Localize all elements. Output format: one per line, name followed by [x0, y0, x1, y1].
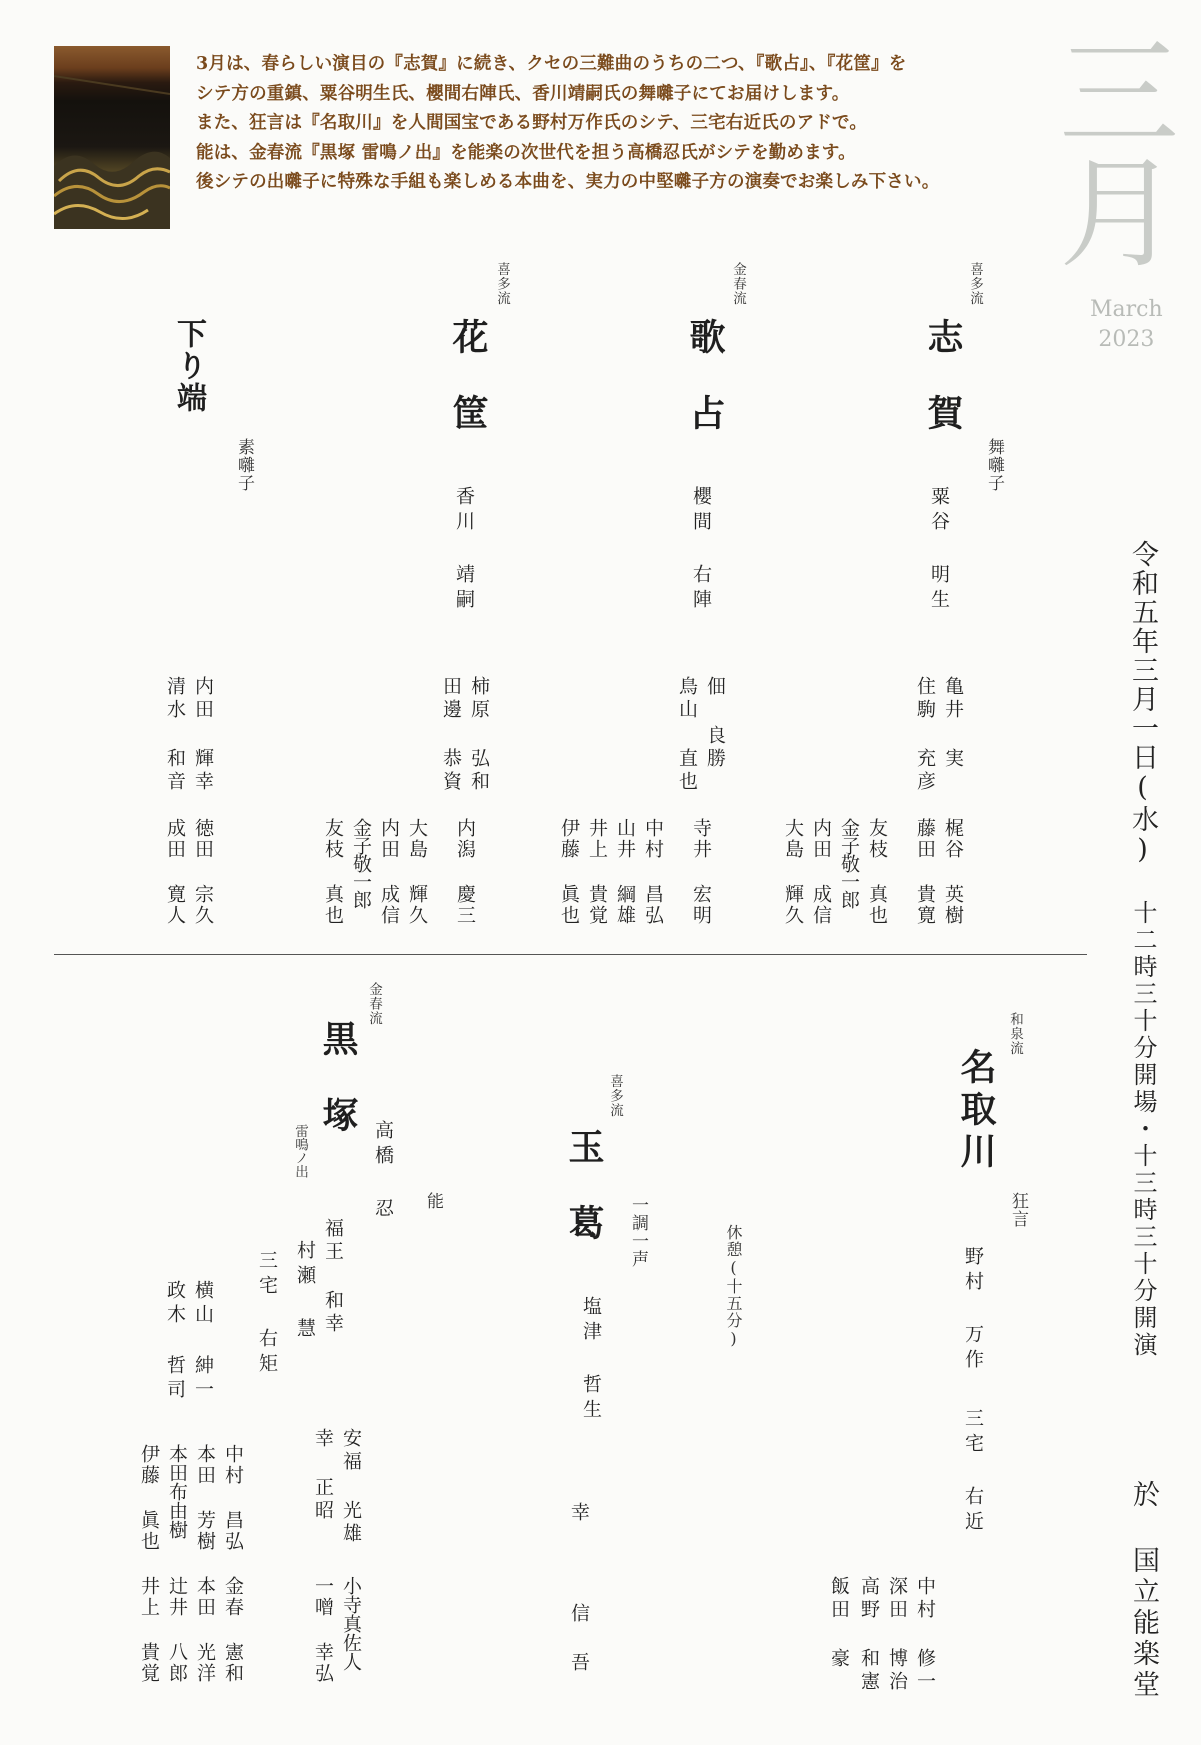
hayashi-utaura-5: 伊藤 眞也 [558, 818, 580, 926]
koken-kurozuka-1: 横山 紳一 [192, 1280, 214, 1403]
intro-line: 後シテの出囃子に特殊な手組も楽しめる本曲を、実力の中堅囃子方の演奏でお楽しみ下さい。 [196, 172, 940, 192]
waki-kurozuka-1: 福王 和幸 [322, 1218, 344, 1336]
shite-kurozuka: 高橋 忍 [372, 1120, 394, 1223]
school-utaura: 金春流 [730, 262, 746, 306]
ji-utaura-1: 佃 良勝 [704, 676, 726, 771]
label-noh: 能 [423, 1192, 443, 1210]
title-tamakazura: 玉葛 [563, 1128, 605, 1280]
hayashi-kurozuka-1: 安福 光雄 [340, 1428, 362, 1546]
hayashi-hanagatami-1: 内潟 慶三 [454, 818, 476, 926]
hayashi-natorigawa-3: 高野 和憲 [858, 1576, 880, 1694]
hayashi-sagariha-1: 徳田 宗久 [192, 818, 214, 926]
intro-text [196, 50, 939, 198]
hayashi-hanagatami-3: 内田 成信 [378, 818, 400, 926]
shite-shiga: 粟谷 明生 [928, 486, 950, 614]
hayashi-natorigawa-2: 深田 博治 [886, 1576, 908, 1694]
ai-kurozuka: 三宅 右矩 [256, 1250, 278, 1378]
ji-hanagatami-1: 柿原 弘和 [468, 676, 490, 794]
year: 2023 [1098, 327, 1155, 352]
school-kurozuka: 金春流 [366, 982, 382, 1026]
label-iccho-issei: 一調一声 [628, 1196, 648, 1268]
header-image [54, 46, 170, 229]
hayashi-shiga-1: 梶谷 英樹 [942, 818, 964, 926]
hayashi-natorigawa-4: 飯田 豪 [828, 1576, 850, 1671]
shite-tamakazura: 塩津 哲生 [580, 1296, 602, 1424]
school-natorigawa: 和泉流 [1007, 1012, 1023, 1056]
ji-shiga-1: 亀井 実 [942, 676, 964, 771]
hayashi-hanagatami-4: 金子敬一郎 [350, 818, 372, 908]
hayashi-shiga-4: 金子敬一郎 [838, 818, 860, 908]
label-subayashi: 素囃子 [234, 438, 254, 492]
title-sagariha: 下り端 [171, 318, 206, 414]
hayashi-utaura-2: 中村 昌弘 [642, 818, 664, 926]
label-kyogen: 狂言 [1008, 1192, 1028, 1228]
section-divider [54, 954, 1087, 955]
subtitle-kurozuka: 雷鳴ノ出 [292, 1124, 308, 1178]
intro-line: 3月は、春らしい演目の『志賀』に続き、クセの三難曲のうちの二つ、『歌占』、『花筐』を [196, 54, 907, 74]
ji-kurozuka-5: 金春 憲和 [222, 1576, 244, 1684]
hayashi-utaura-1: 寺井 宏明 [690, 818, 712, 926]
ji-sagariha-2: 清水 和音 [164, 676, 186, 794]
hayashi-sagariha-2: 成田 寛人 [164, 818, 186, 926]
hayashi-hanagatami-5: 友枝 真也 [322, 818, 344, 926]
otsuzumi-tamakazura: 幸 信吾 [568, 1502, 590, 1701]
hayashi-shiga-6: 大島 輝久 [782, 818, 804, 926]
break: 休憩(十五分) [724, 1224, 743, 1349]
school-tamakazura: 喜多流 [607, 1074, 623, 1118]
date: 令和五年三月一日(水) [1127, 540, 1158, 867]
hayashi-hanagatami-2: 大島 輝久 [406, 818, 428, 926]
label-maibayashi: 舞囃子 [984, 438, 1004, 492]
ji-kurozuka-8: 井上 貴覚 [138, 1576, 160, 1684]
title-shiga: 志賀 [922, 318, 964, 470]
month-name: March [1090, 297, 1163, 322]
intro-line: シテ方の重鎮、粟谷明生氏、櫻間右陣氏、香川靖嗣氏の舞囃子にてお届けします。 [196, 83, 850, 104]
ji-sagariha-1: 内田 輝幸 [192, 676, 214, 794]
hayashi-kurozuka-3: 小寺真佐人 [340, 1576, 362, 1671]
hayashi-shiga-3: 友枝 真也 [866, 818, 888, 926]
hayashi-utaura-3: 山井 綱雄 [614, 818, 636, 926]
koken-kurozuka-2: 政木 哲司 [164, 1280, 186, 1403]
ji-kurozuka-6: 本田 光洋 [194, 1576, 216, 1684]
shite-utaura: 櫻間 右陣 [690, 486, 712, 614]
school-shiga: 喜多流 [967, 262, 983, 306]
title-kurozuka: 黒塚 [317, 1020, 359, 1172]
hayashi-natorigawa-1: 中村 修一 [914, 1576, 936, 1694]
hayashi-kurozuka-2: 幸 正昭 [312, 1428, 334, 1523]
ji-kurozuka-2: 本田 芳樹 [194, 1444, 216, 1552]
school-hanagatami: 喜多流 [494, 262, 510, 306]
time: 十二時三十分開場・十三時三十分開演 [1129, 900, 1157, 1359]
shite-natorigawa: 野村 万作 [962, 1246, 984, 1374]
hayashi-shiga-2: 藤田 貴寛 [914, 818, 936, 926]
intro-line: また、狂言は『名取川』を人間国宝である野村万作氏のシテ、三宅右近氏のアドで。 [196, 113, 868, 133]
ji-kurozuka-4: 伊藤 眞也 [138, 1444, 160, 1552]
month-english [1090, 295, 1163, 355]
ji-kurozuka-7: 辻井 八郎 [166, 1576, 188, 1684]
ji-shiga-2: 住駒 充彦 [914, 676, 936, 794]
title-utaura: 歌占 [684, 318, 726, 470]
shite-hanagatami: 香川 靖嗣 [453, 486, 475, 614]
hayashi-kurozuka-4: 一噌 幸弘 [312, 1576, 334, 1684]
title-natorigawa: 名取川 [955, 1048, 997, 1174]
ji-utaura-2: 鳥山 直也 [676, 676, 698, 794]
month-kanji: 三月 [1039, 30, 1178, 270]
hayashi-utaura-4: 井上 貴覚 [586, 818, 608, 926]
ji-kurozuka-3: 本田布由樹 [166, 1444, 188, 1539]
hayashi-shiga-5: 内田 成信 [810, 818, 832, 926]
ji-kurozuka-1: 中村 昌弘 [222, 1444, 244, 1552]
title-hanagatami: 花筐 [447, 318, 489, 470]
ji-hanagatami-2: 田邊 恭資 [440, 676, 462, 794]
intro-line: 能は、金春流『黒塚 雷鳴ノ出』を能楽の次世代を担う高橋忍氏がシテを勤めます。 [196, 142, 856, 163]
venue: 於 国立能楽堂 [1128, 1480, 1159, 1701]
ado-natorigawa: 三宅 右近 [962, 1408, 984, 1536]
waki-kurozuka-2: 村瀬 慧 [294, 1240, 316, 1343]
